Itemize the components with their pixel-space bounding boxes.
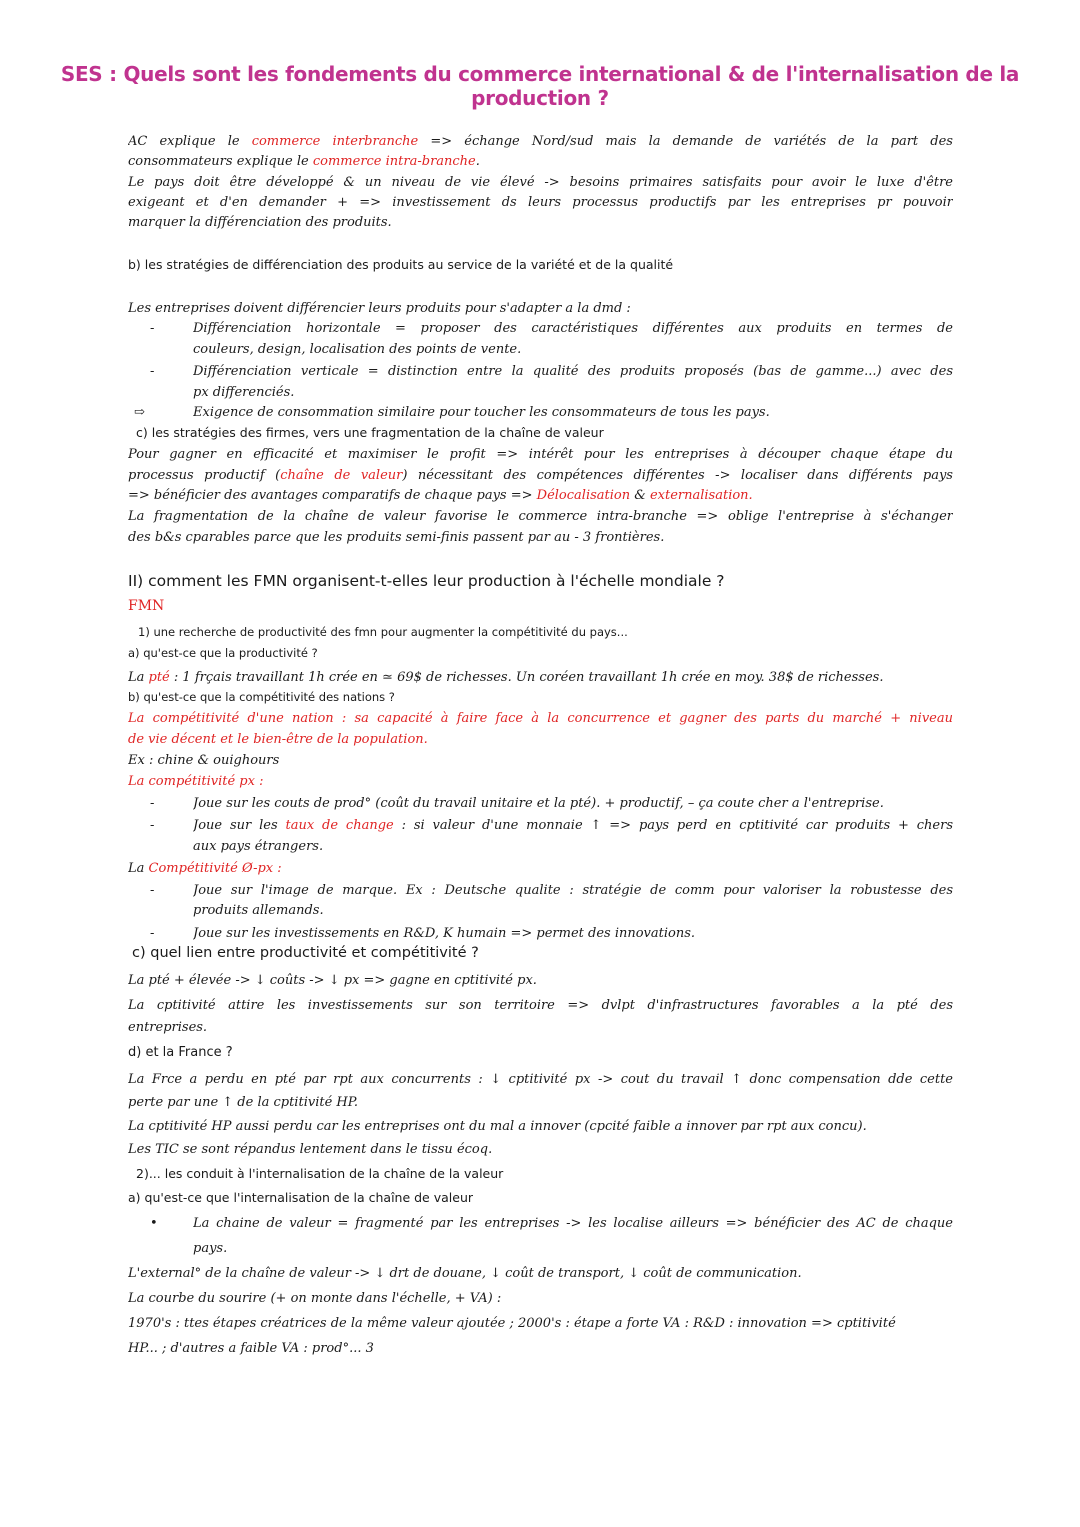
paragraph-line: 1970's : ttes étapes créatrices de la même valeur ajoutée ; 2000's : étape a forte VA : R&D : innovation => cptitivité [128, 1316, 896, 1331]
highlight-term: taux de change [285, 818, 394, 833]
dash-bullet: - [150, 926, 155, 941]
paragraph-line: entreprises. [128, 1020, 208, 1035]
section-heading: II) comment les FMN organisent-t-elles leur production à l'échelle mondiale ? [128, 572, 725, 590]
paragraph-line: exigeant et d'en demander + => investissement ds leurs processus productifs par les entreprises pr pouvoir [128, 195, 953, 210]
bullet-line: La chaine de valeur = fragmenté par les entreprises -> les localise ailleurs => bénéficier des AC de chaque [193, 1216, 953, 1231]
highlight-term: Compétitivité Ø-px : [148, 861, 282, 876]
paragraph-line: perte par une ↑ de la cptitivité HP. [128, 1095, 358, 1110]
subheading-red: La compétitivité px : [128, 774, 264, 789]
bullet-line: produits allemands. [193, 903, 324, 918]
bullet-line: couleurs, design, localisation des points de vente. [193, 342, 522, 357]
bullet-line: pays. [193, 1241, 228, 1256]
subsection-heading: b) qu'est-ce que la compétitivité des nations ? [128, 690, 395, 704]
paragraph-line: La fragmentation de la chaîne de valeur favorise le commerce intra-branche => oblige l'entreprise à s'échanger [128, 509, 953, 524]
subsection-heading: d) et la France ? [128, 1045, 233, 1060]
dash-bullet: - [150, 818, 155, 833]
text: . [475, 154, 480, 169]
bullet-line: Joue sur les investissements en R&D, K humain => permet des innovations. [193, 926, 696, 941]
paragraph-line: marquer la différenciation des produits. [128, 215, 392, 230]
subsection-heading: 1) une recherche de productivité des fmn pour augmenter la compétitivité du pays... [138, 625, 628, 639]
paragraph-line [128, 667, 953, 688]
section-heading: c) les stratégies des firmes, vers une fragmentation de la chaîne de valeur [136, 425, 604, 440]
paragraph-line: Le pays doit être développé & un niveau de vie élevé -> besoins primaires satisfaits pour avoir le luxe d'être [128, 175, 953, 190]
bullet-line: aux pays étrangers. [193, 839, 324, 854]
paragraph-line: des b&s cparables parce que les produits semi-finis passent par au - 3 frontières. [128, 530, 665, 545]
highlight-term: commerce interbranche [251, 134, 419, 149]
bullet-line: Différenciation verticale = distinction entre la qualité des produits proposés (bas de gamme...) avec des [193, 364, 953, 379]
text: ) nécessitant des compétences différentes -> localiser dans différents pays [402, 468, 953, 483]
text: Joue sur les [193, 818, 286, 833]
highlight-term: externalisation. [649, 488, 753, 503]
bullet-line: Différenciation horizontale = proposer des caractéristiques différentes aux produits en termes de [193, 321, 953, 336]
highlight-term: chaîne de valeur [280, 468, 403, 483]
paragraph-line: HP... ; d'autres a faible VA : prod°... 3 [128, 1341, 374, 1356]
paragraph-line: Pour gagner en efficacité et maximiser le profit => intérêt pour les entreprises à découper chaque étape du [128, 447, 953, 462]
text: AC explique le [128, 134, 252, 149]
text: : 1 frçais travaillant 1h crée en ≃ 69$ de richesses. Un coréen travaillant 1h crée en moy. 38$ de richesses. [169, 670, 884, 685]
subsection-heading: a) qu'est-ce que la productivité ? [128, 646, 318, 660]
text: La [128, 861, 149, 876]
dash-bullet: - [150, 883, 155, 898]
definition-line: La compétitivité d'une nation : sa capacité à faire face à la concurrence et gagner des parts du marché + niveau [128, 711, 953, 726]
bullet-line: Joue sur les couts de prod° (coût du travail unitaire et la pté). + productif, – ça coute cher a l'entreprise. [193, 796, 884, 811]
subsection-heading: a) qu'est-ce que l'internalisation de la chaîne de valeur [128, 1190, 474, 1205]
paragraph-line: L'external° de la chaîne de valeur -> ↓ drt de douane, ↓ coût de transport, ↓ coût de communication. [128, 1266, 802, 1281]
text: : si valeur d'une monnaie ↑ => pays perd en cptitivité car produits + chers [393, 818, 953, 833]
paragraph-line [128, 465, 953, 486]
bullet-line: px differenciés. [193, 385, 295, 400]
highlight-term: Délocalisation [536, 488, 631, 503]
paragraph-line: La pté + élevée -> ↓ coûts -> ↓ px => gagne en cptitivité px. [128, 973, 537, 988]
definition-line: de vie décent et le bien-être de la population. [128, 732, 428, 747]
text: => échange Nord/sud mais la demande de variétés de la part des [418, 134, 953, 149]
highlight-term: commerce intra-branche [312, 154, 476, 169]
paragraph-line: Les TIC se sont répandus lentement dans le tissu écoq. [128, 1142, 493, 1157]
paragraph-line: La courbe du sourire (+ on monte dans l'échelle, + VA) : [128, 1291, 502, 1306]
bullet-line [193, 815, 953, 836]
text: consommateurs explique le [128, 154, 313, 169]
dash-bullet: - [150, 364, 155, 379]
text: & [630, 488, 650, 503]
page-title: SES : Quels sont les fondements du commerce international & de l'internalisation de la production ? [60, 62, 1020, 110]
section-heading: b) les stratégies de différenciation des produits au service de la variété et de la qualité [128, 257, 674, 272]
text: => bénéficier des avantages comparatifs de chaque pays => [128, 488, 537, 503]
arrow-item: Exigence de consommation similaire pour toucher les consommateurs de tous les pays. [193, 405, 770, 420]
text: processus productif ( [128, 468, 281, 483]
arrow-icon: ⇨ [134, 405, 145, 420]
text: La [128, 670, 149, 685]
paragraph-line: La cptitivité HP aussi perdu car les entreprises ont du mal a innover (cpcité faible a innover par rpt aux concu). [128, 1119, 867, 1134]
bullet-line: Joue sur l'image de marque. Ex : Deutsche qualite : stratégie de comm pour valoriser la robustesse des [193, 883, 953, 898]
paragraph-line: Les entreprises doivent différencier leurs produits pour s'adapter a la dmd : [128, 301, 631, 316]
subsection-heading: 2)... les conduit à l'internalisation de la chaîne de la valeur [136, 1166, 504, 1181]
dot-bullet: • [150, 1216, 158, 1231]
paragraph-line [128, 151, 953, 172]
subsection-heading: c) quel lien entre productivité et compétitivité ? [132, 945, 479, 961]
paragraph-line: La cptitivité attire les investissements sur son territoire => dvlpt d'infrastructures favorables a la pté des [128, 998, 953, 1013]
dash-bullet: - [150, 321, 155, 336]
dash-bullet: - [150, 796, 155, 811]
paragraph-line [128, 485, 953, 506]
paragraph-line: La Frce a perdu en pté par rpt aux concurrents : ↓ cptitivité px -> cout du travail ↑ donc compensation dde cette [128, 1072, 953, 1087]
paragraph-line: Ex : chine & ouighours [128, 753, 280, 768]
fmn-label: FMN [128, 598, 165, 614]
paragraph-line [128, 131, 953, 152]
paragraph-line [128, 858, 953, 879]
highlight-term: pté [148, 670, 170, 685]
